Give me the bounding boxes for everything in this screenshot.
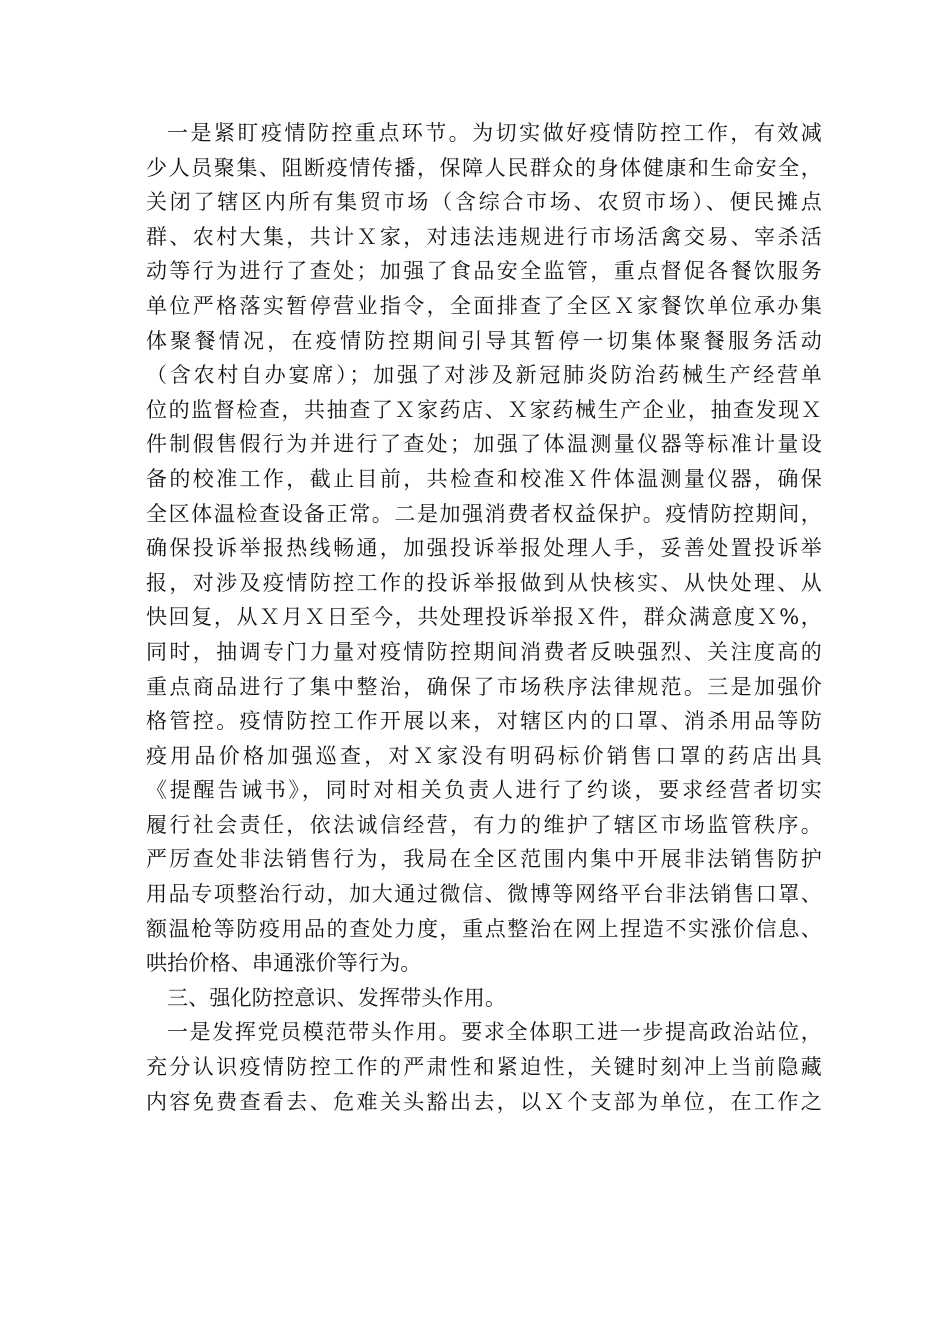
text-line: 快回复，从Ｘ月Ｘ日至今，共处理投诉举报Ｘ件，群众满意度Ｘ%， (146, 605, 822, 630)
text-line: 全区体温检查设备正常。二是加强消费者权益保护。疫情防控期间， (146, 501, 822, 526)
paragraph-party-members (146, 1015, 822, 1119)
text-line: 单位严格落实暂停营业指令，全面排查了全区Ｘ家餐饮单位承办集 (146, 293, 822, 318)
text-line: （含农村自办宴席）；加强了对涉及新冠肺炎防治药械生产经营单 (146, 363, 822, 388)
text-line: 一是紧盯疫情防控重点环节。为切实做好疫情防控工作，有效减 (167, 121, 822, 145)
text-line: 备的校准工作，截止目前，共检查和校准Ｘ件体温测量仪器，确保 (146, 466, 822, 491)
text-line: 关闭了辖区内所有集贸市场（含综合市场、农贸市场）、便民摊点 (146, 190, 822, 215)
text-line: 一是发挥党员模范带头作用。要求全体职工进一步提高政治站位， (167, 1020, 822, 1045)
text-line: 位的监督检查，共抽查了Ｘ家药店、Ｘ家药械生产企业，抽查发现Ｘ (146, 397, 822, 422)
text-line: 报，对涉及疫情防控工作的投诉举报做到从快核实、从快处理、从 (146, 570, 822, 595)
text-line: 疫用品价格加强巡查，对Ｘ家没有明码标价销售口罩的药店出具 (146, 743, 822, 768)
document-page (146, 116, 822, 1119)
text-line: 少人员聚集、阻断疫情传播，保障人民群众的身体健康和生命安全， (146, 155, 822, 180)
text-line: 额温枪等防疫用品的查处力度，重点整治在网上捏造不实涨价信息、 (146, 916, 822, 941)
text-line: 格管控。疫情防控工作开展以来，对辖区内的口罩、消杀用品等防 (146, 709, 822, 734)
text-line: 件制假售假行为并进行了查处；加强了体温测量仪器等标准计量设 (146, 432, 822, 457)
text-line: 内容免费查看去、危难关头豁出去，以Ｘ个支部为单位，在工作之 (146, 1089, 822, 1114)
text-line: 《提醒告诫书》，同时对相关负责人进行了约谈，要求经营者切实 (146, 778, 822, 803)
text-line: 同时，抽调专门力量对疫情防控期间消费者反映强烈、关注度高的 (146, 639, 822, 664)
text-line: 动等行为进行了查处；加强了食品安全监管，重点督促各餐饮服务 (146, 259, 822, 284)
text-line: 群、农村大集，共计Ｘ家，对违法违规进行市场活禽交易、宰杀活 (146, 224, 822, 249)
text-line: 用品专项整治行动，加大通过微信、微博等网络平台非法销售口罩、 (146, 882, 822, 907)
text-line: 履行社会责任，依法诚信经营，有力的维护了辖区市场监管秩序。 (146, 812, 822, 837)
section-heading (146, 981, 822, 1016)
text-line: 充分认识疫情防控工作的严肃性和紧迫性，关键时刻冲上当前隐藏 (146, 1055, 822, 1080)
text-line: 哄抬价格、串通涨价等行为。 (146, 951, 422, 976)
paragraph-epidemic-control (146, 116, 822, 981)
text-line: 重点商品进行了集中整治，确保了市场秩序法律规范。三是加强价 (146, 674, 822, 699)
text-line: 确保投诉举报热线畅通，加强投诉举报处理人手，妥善处置投诉举 (146, 536, 822, 561)
text-line: 体聚餐情况，在疫情防控期间引导其暂停一切集体聚餐服务活动 (146, 328, 822, 353)
heading-text: 三、强化防控意识、发挥带头作用。 (167, 985, 507, 1010)
text-line: 严厉查处非法销售行为，我局在全区范围内集中开展非法销售防护 (146, 847, 822, 872)
